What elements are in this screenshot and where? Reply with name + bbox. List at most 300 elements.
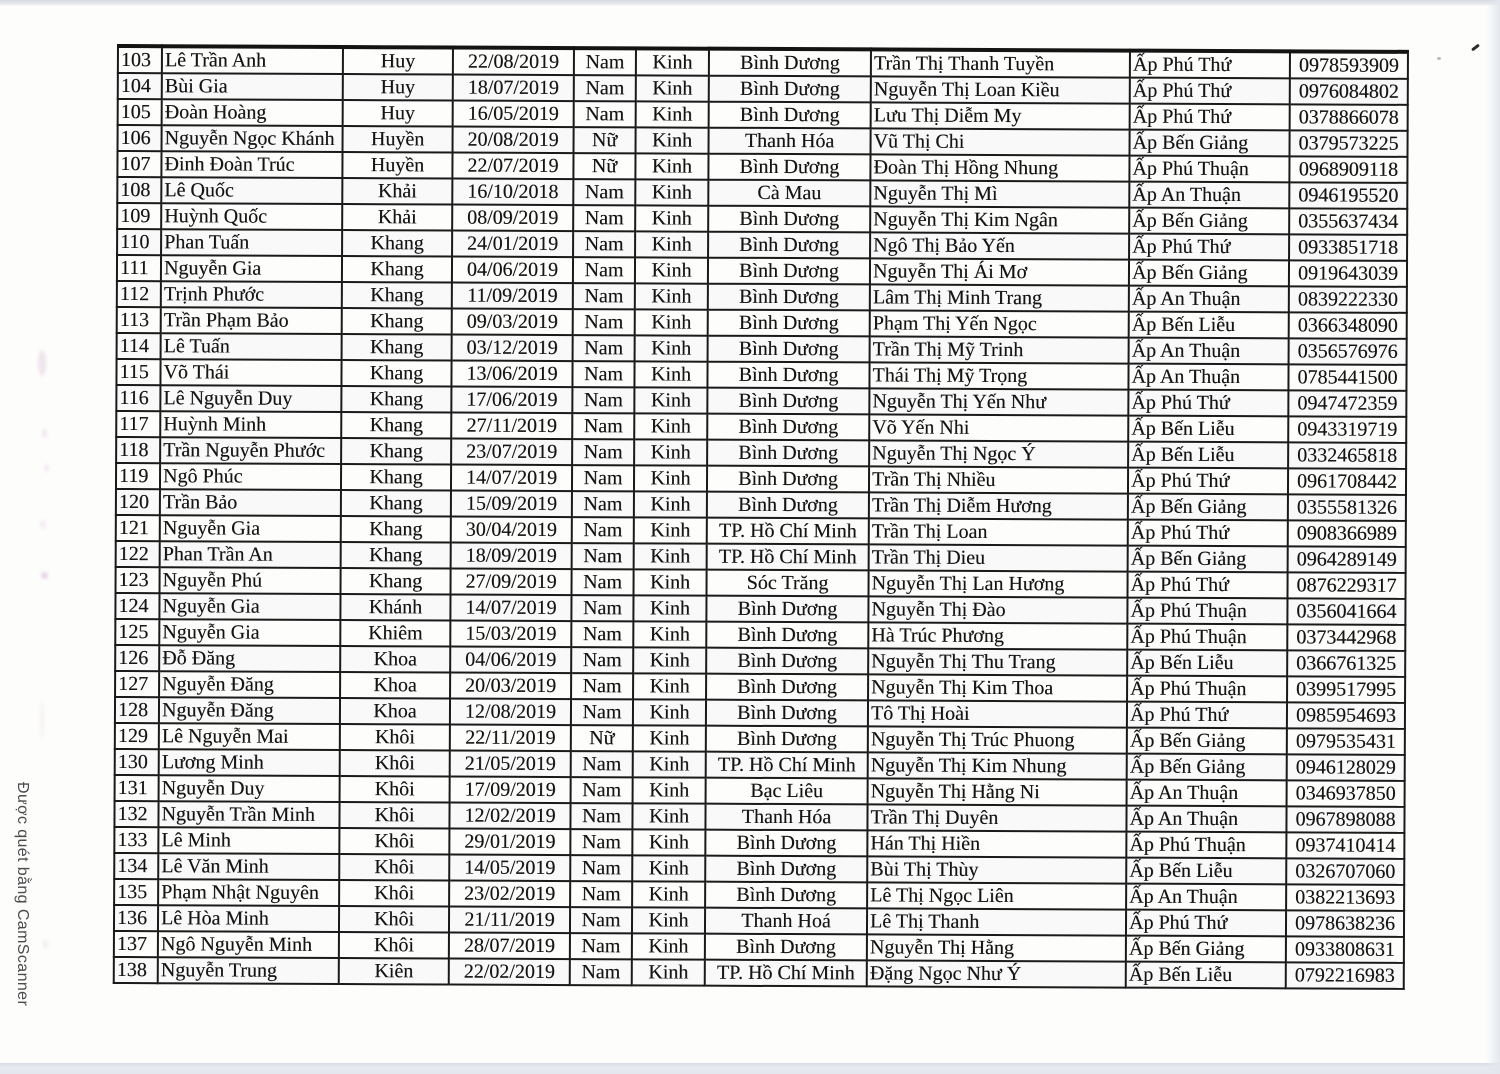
cell-dob: 23/07/2019 — [451, 439, 572, 466]
cell-phone: 0355637434 — [1289, 208, 1407, 235]
cell-no: 104 — [118, 73, 162, 99]
cell-phone: 0979535431 — [1287, 728, 1405, 755]
cell-dob: 22/11/2019 — [450, 725, 571, 752]
cell-no: 112 — [117, 281, 161, 307]
cell-dob: 09/03/2019 — [452, 309, 573, 336]
cell-gender: Nam — [572, 413, 634, 439]
cell-dob: 23/02/2019 — [449, 881, 570, 908]
cell-phone: 0946195520 — [1289, 182, 1407, 209]
cell-gender: Nam — [572, 517, 634, 543]
cell-dob: 03/12/2019 — [452, 335, 573, 362]
cell-hamlet: Ấp Bến Liễu — [1129, 312, 1289, 339]
cell-province: TP. Hồ Chí Minh — [706, 752, 868, 779]
cell-mother_name: Phạm Thị Yến Ngọc — [870, 310, 1129, 337]
cell-gender: Nữ — [574, 127, 636, 153]
cell-dob: 04/06/2019 — [450, 647, 571, 674]
cell-hamlet: Ấp Phú Thuận — [1127, 624, 1287, 651]
cell-hamlet: Ấp Phú Thứ — [1128, 390, 1288, 417]
cell-no: 120 — [116, 489, 160, 515]
cell-province: Bình Dương — [708, 232, 870, 259]
cell-mother_name: Nguyễn Thị Thu Trang — [868, 648, 1127, 675]
cell-mother_name: Nguyễn Thị Yến Như — [869, 388, 1128, 415]
cell-hamlet: Ấp An Thuận — [1129, 338, 1289, 365]
cell-name: Huỳnh Quốc — [161, 203, 342, 230]
cell-province: Bình Dương — [707, 414, 869, 441]
cell-dob: 18/09/2019 — [451, 543, 572, 570]
cell-ethnicity: Kinh — [635, 257, 708, 283]
cell-no: 121 — [116, 515, 160, 541]
cell-province: Bình Dương — [706, 648, 868, 675]
cell-gender: Nam — [572, 569, 634, 595]
scan-smudge — [42, 428, 47, 438]
cell-ethnicity: Kinh — [632, 907, 705, 933]
cell-gender: Nam — [571, 647, 633, 673]
cell-given_name: Khang — [342, 334, 452, 360]
cell-gender: Nam — [573, 205, 635, 231]
cell-mother_name: Nguyễn Thị Mì — [870, 180, 1129, 207]
cell-dob: 20/03/2019 — [450, 673, 571, 700]
cell-dob: 24/01/2019 — [452, 231, 573, 258]
cell-no: 137 — [114, 931, 158, 957]
cell-ethnicity: Kinh — [634, 543, 707, 569]
cell-no: 118 — [116, 437, 160, 463]
cell-gender: Nam — [570, 803, 632, 829]
page-edge-right — [1486, 0, 1500, 1074]
cell-mother_name: Nguyễn Thị Trúc Phuong — [868, 726, 1127, 753]
table-row — [114, 957, 1404, 989]
cell-mother_name: Ngô Thị Bảo Yến — [870, 232, 1129, 259]
cell-given_name: Huy — [343, 47, 453, 74]
cell-ethnicity: Kinh — [632, 803, 705, 829]
cell-no: 138 — [114, 957, 158, 983]
cell-name: Nguyễn Đăng — [159, 671, 340, 698]
cell-mother_name: Nguyễn Thị Lan Hương — [869, 570, 1128, 597]
cell-mother_name: Nguyễn Thị Đào — [868, 596, 1127, 623]
cell-ethnicity: Kinh — [635, 231, 708, 257]
cell-province: Bình Dương — [706, 700, 868, 727]
cell-no: 119 — [116, 463, 160, 489]
cell-gender: Nam — [570, 959, 632, 985]
cell-hamlet: Ấp Bến Giảng — [1126, 936, 1286, 963]
cell-name: Nguyễn Phú — [160, 567, 341, 594]
cell-given_name: Khang — [342, 282, 452, 308]
cell-mother_name: Bùi Thị Thùy — [867, 856, 1126, 883]
cell-mother_name: Lê Thị Ngọc Liên — [867, 882, 1126, 909]
cell-gender: Nam — [573, 309, 635, 335]
cell-gender: Nam — [570, 881, 632, 907]
cell-ethnicity: Kinh — [635, 283, 708, 309]
cell-ethnicity: Kinh — [632, 933, 705, 959]
cell-mother_name: Đặng Ngọc Như Ý — [867, 960, 1126, 987]
cell-phone: 0943319719 — [1288, 416, 1406, 443]
cell-phone: 0373442968 — [1287, 624, 1405, 651]
cell-dob: 04/06/2019 — [452, 257, 573, 284]
cell-name: Lê Nguyễn Mai — [159, 723, 340, 750]
cell-given_name: Khang — [341, 490, 451, 516]
cell-no: 109 — [117, 203, 161, 229]
cell-province: Thanh Hóa — [709, 128, 871, 155]
cell-hamlet: Ấp Phú Thuận — [1127, 598, 1287, 625]
cell-gender: Nam — [572, 387, 634, 413]
cell-no: 105 — [118, 99, 162, 125]
cell-no: 113 — [117, 307, 161, 333]
cell-province: Bình Dương — [709, 76, 871, 103]
cell-hamlet: Ấp Bến Liễu — [1128, 416, 1288, 443]
cell-name: Phan Trần An — [160, 541, 341, 568]
cell-gender: Nam — [573, 231, 635, 257]
records-table — [113, 44, 1409, 990]
cell-hamlet: Ấp An Thuận — [1126, 806, 1286, 833]
cell-no: 136 — [114, 905, 158, 931]
cell-name: Lê Quốc — [161, 177, 342, 204]
cell-province: Bình Dương — [705, 830, 867, 857]
cell-gender: Nam — [573, 257, 635, 283]
cell-no: 110 — [117, 229, 161, 255]
cell-no: 103 — [118, 46, 162, 73]
cell-gender: Nữ — [571, 725, 633, 751]
cell-phone: 0839222330 — [1289, 286, 1407, 313]
cell-province: Thanh Hoá — [705, 908, 867, 935]
cell-phone: 0961708442 — [1288, 468, 1406, 495]
cell-name: Lê Tuấn — [161, 333, 342, 360]
cell-province: Cà Mau — [708, 180, 870, 207]
cell-mother_name: Nguyễn Thị Kim Thoa — [868, 674, 1127, 701]
cell-name: Trần Nguyễn Phước — [160, 437, 341, 464]
cell-hamlet: Ấp Phú Thứ — [1130, 104, 1290, 131]
cell-no: 117 — [116, 411, 160, 437]
page-edge-bottom — [0, 1063, 1500, 1074]
cell-gender: Nam — [571, 751, 633, 777]
cell-mother_name: Nguyễn Thị Hằng — [867, 934, 1126, 961]
cell-mother_name: Trần Thị Mỹ Trinh — [870, 336, 1129, 363]
records-table-body — [114, 46, 1408, 989]
cell-phone: 0919643039 — [1289, 260, 1407, 287]
cell-gender: Nam — [572, 361, 634, 387]
cell-gender: Nam — [571, 699, 633, 725]
cell-name: Võ Thái — [160, 359, 341, 386]
cell-hamlet: Ấp Bến Liễu — [1126, 858, 1286, 885]
cell-ethnicity: Kinh — [634, 491, 707, 517]
cell-phone: 0933808631 — [1286, 936, 1404, 963]
cell-gender: Nam — [570, 933, 632, 959]
cell-gender: Nam — [572, 465, 634, 491]
cell-no: 124 — [115, 593, 159, 619]
cell-dob: 11/09/2019 — [452, 283, 573, 310]
cell-ethnicity: Kinh — [632, 881, 705, 907]
cell-dob: 27/09/2019 — [451, 569, 572, 596]
cell-given_name: Huyền — [342, 152, 452, 178]
cell-hamlet: Ấp An Thuận — [1128, 364, 1288, 391]
cell-dob: 29/01/2019 — [449, 829, 570, 856]
cell-given_name: Khôi — [339, 932, 449, 958]
cell-hamlet: Ấp An Thuận — [1129, 182, 1289, 209]
scan-smudge — [38, 350, 46, 376]
cell-province: Bình Dương — [709, 102, 871, 129]
cell-no: 133 — [114, 827, 158, 853]
cell-given_name: Khoa — [340, 646, 450, 672]
cell-gender: Nam — [571, 777, 633, 803]
cell-gender: Nam — [572, 491, 634, 517]
cell-dob: 20/08/2019 — [453, 127, 574, 154]
cell-gender: Nam — [571, 595, 633, 621]
cell-given_name: Khang — [341, 412, 451, 438]
cell-ethnicity: Kinh — [632, 959, 705, 985]
cell-ethnicity: Kinh — [634, 413, 707, 439]
cell-ethnicity: Kinh — [634, 569, 707, 595]
cell-dob: 17/09/2019 — [450, 777, 571, 804]
cell-province: Bình Dương — [708, 154, 870, 181]
cell-province: Bình Dương — [705, 934, 867, 961]
cell-mother_name: Trần Thị Thanh Tuyền — [871, 49, 1130, 77]
cell-name: Lê Minh — [158, 827, 339, 854]
cell-ethnicity: Kinh — [633, 725, 706, 751]
cell-dob: 22/07/2019 — [452, 153, 573, 180]
cell-name: Trần Phạm Bảo — [161, 307, 342, 334]
cell-province: Thanh Hóa — [705, 804, 867, 831]
cell-province: Bình Dương — [707, 492, 869, 519]
cell-mother_name: Nguyễn Thị Kim Ngân — [870, 206, 1129, 233]
cell-mother_name: Đoàn Thị Hồng Nhung — [870, 154, 1129, 181]
cell-phone: 0947472359 — [1288, 390, 1406, 417]
cell-ethnicity: Kinh — [632, 829, 705, 855]
cell-phone: 0332465818 — [1288, 442, 1406, 469]
cell-ethnicity: Kinh — [634, 517, 707, 543]
cell-name: Ngô Phúc — [160, 463, 341, 490]
cell-given_name: Khôi — [340, 776, 450, 802]
cell-province: Bình Dương — [705, 882, 867, 909]
cell-ethnicity: Kinh — [634, 387, 707, 413]
cell-ethnicity: Kinh — [634, 361, 707, 387]
cell-name: Lê Văn Minh — [158, 853, 339, 880]
cell-name: Phan Tuấn — [161, 229, 342, 256]
cell-dob: 18/07/2019 — [453, 75, 574, 102]
cell-province: Bình Dương — [707, 362, 869, 389]
cell-given_name: Khôi — [340, 724, 450, 750]
cell-phone: 0876229317 — [1287, 572, 1405, 599]
cell-province: Bình Dương — [708, 310, 870, 337]
cell-phone: 0976084802 — [1290, 78, 1408, 105]
cell-dob: 17/06/2019 — [451, 387, 572, 414]
cell-no: 134 — [114, 853, 158, 879]
cell-dob: 21/05/2019 — [450, 751, 571, 778]
cell-hamlet: Ấp Bến Giảng — [1128, 494, 1288, 521]
cell-ethnicity: Kinh — [635, 153, 708, 179]
cell-hamlet: Ấp Bến Giảng — [1129, 208, 1289, 235]
cell-name: Nguyễn Duy — [159, 775, 340, 802]
cell-hamlet: Ấp Phú Thứ — [1127, 572, 1287, 599]
cell-given_name: Khôi — [339, 828, 449, 854]
cell-mother_name: Nguyễn Thị Kim Nhung — [868, 752, 1127, 779]
cell-phone: 0346937850 — [1287, 780, 1405, 807]
cell-hamlet: Ấp An Thuận — [1129, 286, 1289, 313]
scan-speck — [1437, 57, 1441, 60]
scan-smudge — [40, 700, 44, 740]
cell-given_name: Khang — [341, 438, 451, 464]
cell-gender: Nam — [571, 673, 633, 699]
cell-gender: Nam — [573, 335, 635, 361]
cell-ethnicity: Kinh — [633, 595, 706, 621]
cell-name: Nguyễn Gia — [161, 255, 342, 282]
scan-smudge — [40, 520, 46, 529]
cell-no: 116 — [116, 385, 160, 411]
cell-province: Bình Dương — [708, 336, 870, 363]
cell-mother_name: Vũ Thị Chi — [871, 128, 1130, 155]
table-region — [113, 44, 1409, 990]
cell-name: Nguyễn Trần Minh — [158, 801, 339, 828]
cell-phone: 0968909118 — [1289, 156, 1407, 183]
cell-province: Bình Dương — [706, 596, 868, 623]
cell-ethnicity: Kinh — [633, 751, 706, 777]
cell-phone: 0933851718 — [1289, 234, 1407, 261]
cell-name: Bùi Gia — [162, 73, 343, 100]
cell-phone: 0356576976 — [1289, 338, 1407, 365]
cell-given_name: Khang — [341, 516, 451, 542]
cell-gender: Nam — [572, 439, 634, 465]
cell-gender: Nam — [573, 179, 635, 205]
cell-gender: Nam — [571, 621, 633, 647]
cell-given_name: Khoa — [340, 672, 450, 698]
cell-dob: 22/02/2019 — [449, 959, 570, 986]
cell-name: Nguyễn Gia — [159, 619, 340, 646]
cell-province: TP. Hồ Chí Minh — [707, 544, 869, 571]
cell-ethnicity: Kinh — [633, 699, 706, 725]
cell-phone: 0964289149 — [1288, 546, 1406, 573]
cell-ethnicity: Kinh — [636, 127, 709, 153]
cell-given_name: Khang — [341, 542, 451, 568]
cell-dob: 14/07/2019 — [451, 465, 572, 492]
cell-dob: 15/09/2019 — [451, 491, 572, 518]
cell-hamlet: Ấp Phú Thứ — [1130, 51, 1290, 79]
cell-no: 129 — [115, 723, 159, 749]
cell-hamlet: Ấp An Thuận — [1127, 780, 1287, 807]
cell-province: Bình Dương — [707, 388, 869, 415]
cell-gender: Nam — [570, 907, 632, 933]
cell-given_name: Khôi — [339, 906, 449, 932]
cell-ethnicity: Kinh — [635, 205, 708, 231]
cell-ethnicity: Kinh — [636, 75, 709, 101]
cell-given_name: Khải — [342, 178, 452, 204]
cell-province: TP. Hồ Chí Minh — [705, 960, 867, 987]
cell-hamlet: Ấp An Thuận — [1126, 884, 1286, 911]
cell-phone: 0985954693 — [1287, 702, 1405, 729]
cell-mother_name: Nguyễn Thị Ngọc Ý — [869, 440, 1128, 467]
cell-dob: 21/11/2019 — [449, 907, 570, 934]
cell-dob: 14/05/2019 — [449, 855, 570, 882]
cell-given_name: Khôi — [339, 802, 449, 828]
cell-no: 126 — [115, 645, 159, 671]
cell-given_name: Khang — [342, 230, 452, 256]
cell-mother_name: Trần Thị Loan — [869, 518, 1128, 545]
cell-province: Bình Dương — [707, 466, 869, 493]
cell-given_name: Khang — [341, 568, 451, 594]
cell-province: Bình Dương — [706, 622, 868, 649]
cell-gender: Nữ — [573, 153, 635, 179]
cell-mother_name: Lê Thị Thanh — [867, 908, 1126, 935]
cell-phone: 0785441500 — [1288, 364, 1406, 391]
cell-given_name: Huyền — [343, 126, 453, 152]
cell-no: 111 — [117, 255, 161, 281]
cell-no: 132 — [114, 801, 158, 827]
cell-ethnicity: Kinh — [633, 673, 706, 699]
cell-mother_name: Lưu Thị Diễm My — [871, 102, 1130, 129]
cell-hamlet: Ấp Phú Thuận — [1127, 676, 1287, 703]
cell-dob: 16/05/2019 — [453, 101, 574, 128]
cell-province: Bình Dương — [706, 674, 868, 701]
cell-no: 108 — [117, 177, 161, 203]
cell-phone: 0399517995 — [1287, 676, 1405, 703]
cell-given_name: Khoa — [340, 698, 450, 724]
cell-phone: 0946128029 — [1287, 754, 1405, 781]
cell-no: 123 — [116, 567, 160, 593]
cell-name: Nguyễn Gia — [160, 515, 341, 542]
cell-name: Lương Minh — [159, 749, 340, 776]
cell-given_name: Khang — [342, 308, 452, 334]
cell-given_name: Khang — [341, 464, 451, 490]
cell-hamlet: Ấp Bến Liễu — [1128, 442, 1288, 469]
cell-hamlet: Ấp Bến Giảng — [1128, 546, 1288, 573]
cell-province: Bạc Liêu — [706, 778, 868, 805]
cell-given_name: Huy — [343, 74, 453, 100]
cell-phone: 0978638236 — [1286, 910, 1404, 937]
cell-hamlet: Ấp Bến Giảng — [1129, 260, 1289, 287]
cell-no: 114 — [117, 333, 161, 359]
cell-mother_name: Nguyễn Thị Ái Mơ — [870, 258, 1129, 285]
cell-ethnicity: Kinh — [632, 855, 705, 881]
cell-hamlet: Ấp Bến Giảng — [1130, 130, 1290, 157]
cell-name: Lê Hòa Minh — [158, 905, 339, 932]
cell-no: 131 — [115, 775, 159, 801]
cell-no: 107 — [117, 151, 161, 177]
cell-given_name: Khiêm — [340, 620, 450, 646]
cell-phone: 0379573225 — [1290, 130, 1408, 157]
cell-no: 122 — [116, 541, 160, 567]
cell-hamlet: Ấp Phú Thứ — [1128, 520, 1288, 547]
cell-gender: Nam — [570, 829, 632, 855]
cell-given_name: Khôi — [340, 750, 450, 776]
cell-given_name: Kiên — [339, 958, 449, 984]
cell-given_name: Khang — [341, 386, 451, 412]
cell-given_name: Huy — [343, 100, 453, 126]
cell-ethnicity: Kinh — [634, 439, 707, 465]
cell-hamlet: Ấp Phú Thuận — [1126, 832, 1286, 859]
cell-dob: 13/06/2019 — [451, 361, 572, 388]
cell-dob: 15/03/2019 — [450, 621, 571, 648]
pen-mark — [1471, 44, 1480, 52]
cell-dob: 30/04/2019 — [451, 517, 572, 544]
cell-hamlet: Ấp Phú Thứ — [1126, 910, 1286, 937]
cell-mother_name: Nguyễn Thị Hằng Ni — [868, 778, 1127, 805]
cell-ethnicity: Kinh — [635, 309, 708, 335]
cell-hamlet: Ấp Bến Liễu — [1126, 962, 1286, 989]
cell-mother_name: Tô Thị Hoài — [868, 700, 1127, 727]
cell-given_name: Khôi — [339, 880, 449, 906]
cell-mother_name: Trần Thị Nhiều — [869, 466, 1128, 493]
cell-no: 106 — [118, 125, 162, 151]
cell-mother_name: Võ Yến Nhi — [869, 414, 1128, 441]
cell-no: 135 — [114, 879, 158, 905]
cell-name: Huỳnh Minh — [160, 411, 341, 438]
cell-no: 127 — [115, 671, 159, 697]
cell-phone: 0937410414 — [1286, 832, 1404, 859]
cell-mother_name: Nguyễn Thị Loan Kiều — [871, 76, 1130, 103]
cell-given_name: Khang — [341, 360, 451, 386]
cell-hamlet: Ấp Bến Giảng — [1127, 754, 1287, 781]
cell-province: Sóc Trăng — [707, 570, 869, 597]
cell-dob: 14/07/2019 — [450, 595, 571, 622]
cell-mother_name: Thái Thị Mỹ Trọng — [869, 362, 1128, 389]
cell-gender: Nam — [574, 101, 636, 127]
cell-given_name: Khánh — [340, 594, 450, 620]
